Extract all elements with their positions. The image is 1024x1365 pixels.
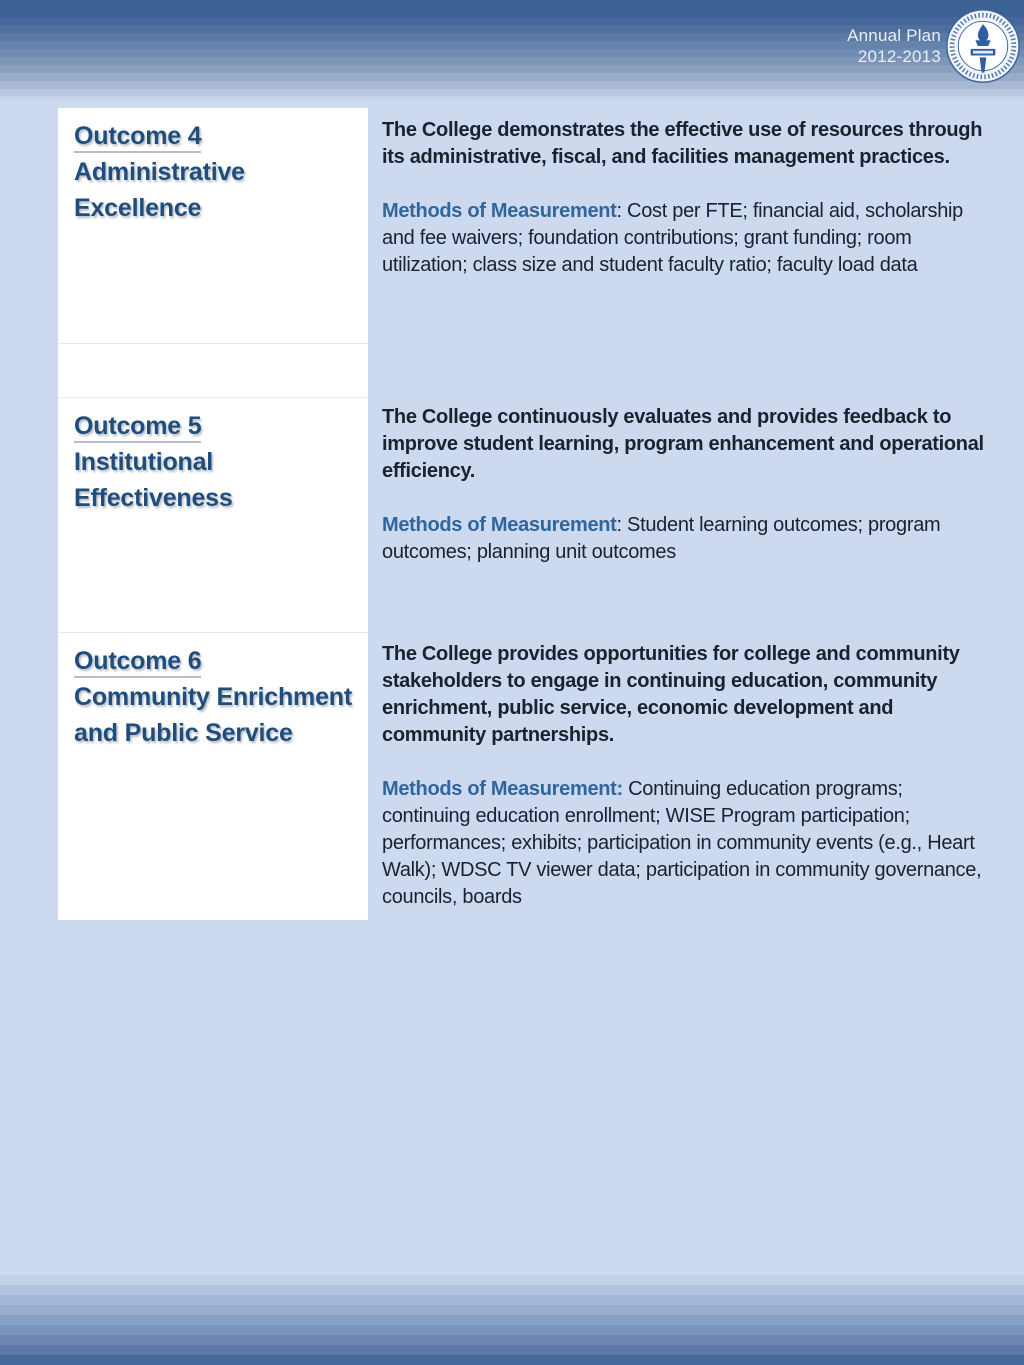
- outcome6-description-block: [382, 641, 994, 911]
- outcome5-description: The College continuously evaluates and provides feedback to improve student learning, program enhancement and operational efficiency.: [382, 406, 984, 482]
- outcome4-title: [74, 118, 354, 226]
- header-title-line1: Annual Plan: [847, 26, 941, 45]
- outcome5-description-block: [382, 404, 994, 566]
- outcome6-number: Outcome 6: [74, 647, 201, 678]
- outcome6-description: The College provides opportunities for college and community stakeholders to engage in continuing education, community enrichment, public service, economic development and community partnerships.: [382, 643, 960, 746]
- outcome5-title-cell: [58, 397, 368, 632]
- outcome4-description-block: [382, 117, 994, 279]
- outcome5-methods-label: Methods of Measurement: [382, 514, 617, 536]
- outcome6-title: [74, 643, 354, 751]
- outcome4-methods-label: Methods of Measurement: [382, 200, 617, 222]
- header-title-line2: 2012-2013: [857, 47, 941, 66]
- college-seal-svg: [945, 6, 1021, 86]
- outcome5-number: Outcome 5: [74, 412, 201, 443]
- outcome4-title-line3: Excellence: [74, 194, 202, 222]
- outcome4-description: The College demonstrates the effective use of resources through its administrative, fiscal, and facilities management practices.: [382, 119, 983, 168]
- outcome4-methods-text: : Cost per FTE; financial aid, scholarship and fee waivers; foundation contributions; grant funding; room utilization; class size and student faculty ratio; faculty load data: [382, 200, 963, 276]
- outcome6-title-line2: Community Enrichment: [74, 683, 352, 711]
- spacer-cell: [58, 343, 368, 397]
- outcome6-title-line3: and Public Service: [74, 719, 293, 747]
- outcome4-methods: [382, 198, 994, 279]
- outcome-title-panel: [58, 108, 368, 920]
- outcome5-title-line3: Effectiveness: [74, 484, 233, 512]
- outcome6-methods: [382, 776, 994, 911]
- outcome6-title-cell: [58, 632, 368, 920]
- college-seal-icon: [945, 6, 1021, 86]
- outcome5-methods: [382, 512, 994, 566]
- outcome6-methods-text: Continuing education programs; continuing education enrollment; WISE Program participation; performances; exhibits; participation in community events (e.g., Heart Walk); WDSC TV viewer data; participation in community governance, councils, boards: [382, 778, 982, 908]
- outcome4-title-line2: Administrative: [74, 158, 245, 186]
- footer-gradient-band: [0, 1275, 1024, 1365]
- outcome4-title-cell: [58, 108, 368, 343]
- outcome5-methods-text: : Student learning outcomes; program outcomes; planning unit outcomes: [382, 514, 941, 563]
- header-title: [847, 25, 941, 67]
- outcome5-title-line2: Institutional: [74, 448, 214, 476]
- outcome5-title: [74, 408, 354, 516]
- outcome4-number: Outcome 4: [74, 122, 201, 153]
- outcome6-methods-label: Methods of Measurement:: [382, 778, 623, 800]
